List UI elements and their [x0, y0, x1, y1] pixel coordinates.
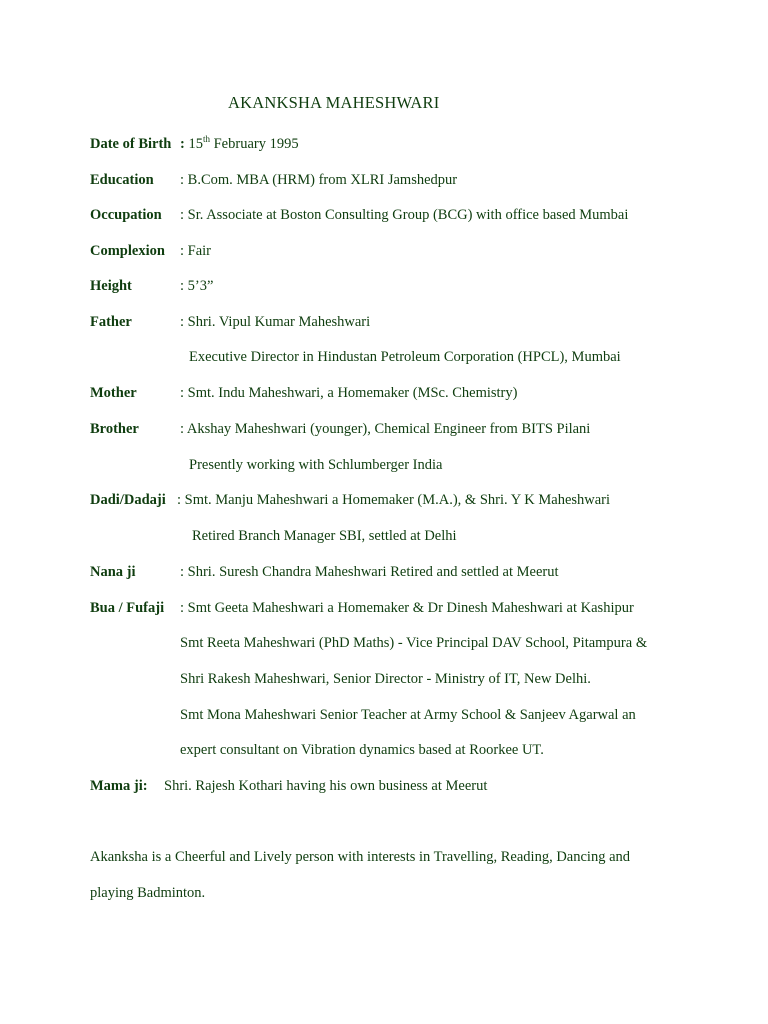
height-value: : 5’3” [180, 278, 214, 294]
nana-label: Nana ji [90, 564, 136, 580]
page-title: AKANKSHA MAHESHWARI [228, 93, 440, 112]
dob-value [180, 135, 299, 153]
dob-day: 15 [188, 136, 203, 152]
dadi-value: : Smt. Manju Maheshwari a Homemaker (M.A.), & Shri. Y K Maheshwari [177, 492, 611, 508]
mama-label: Mama ji: [90, 778, 148, 794]
dadi-label: Dadi/Dadaji [90, 492, 166, 508]
brother-value: : Akshay Maheshwari (younger), Chemical Engineer from BITS Pilani [180, 421, 591, 437]
complexion-label: Complexion [90, 243, 165, 259]
complexion-value: : Fair [180, 243, 212, 259]
summary-line: playing Badminton. [90, 885, 206, 901]
dob-colon: : [180, 136, 185, 152]
mama-value: Shri. Rajesh Kothari having his own business at Meerut [164, 778, 488, 794]
education-value: : B.Com. MBA (HRM) from XLRI Jamshedpur [180, 172, 458, 188]
education-label: Education [90, 172, 154, 188]
occupation-value: : Sr. Associate at Boston Consulting Group (BCG) with office based Mumbai [180, 207, 629, 223]
bua-line: expert consultant on Vibration dynamics based at Roorkee UT. [180, 742, 544, 758]
father-label: Father [90, 314, 132, 330]
father-continuation: Executive Director in Hindustan Petroleum Corporation (HPCL), Mumbai [189, 349, 621, 365]
dob-day-suffix: th [202, 134, 210, 144]
bua-label: Bua / Fufaji [90, 600, 165, 616]
dob-label: Date of Birth [90, 136, 172, 152]
brother-continuation: Presently working with Schlumberger India [189, 457, 443, 473]
summary-line: Akanksha is a Cheerful and Lively person with interests in Travelling, Reading, Dancing and [90, 849, 631, 865]
bua-line: Smt Reeta Maheshwari (PhD Maths) - Vice Principal DAV School, Pitampura & [180, 635, 648, 651]
bua-line: Smt Mona Maheshwari Senior Teacher at Army School & Sanjeev Agarwal an [180, 707, 636, 723]
dob-month-year: February 1995 [213, 136, 299, 152]
father-value: : Shri. Vipul Kumar Maheshwari [180, 314, 371, 330]
nana-value: : Shri. Suresh Chandra Maheshwari Retired and settled at Meerut [180, 564, 559, 580]
bua-value: : Smt Geeta Maheshwari a Homemaker & Dr Dinesh Maheshwari at Kashipur [180, 600, 634, 616]
bua-line: Shri Rakesh Maheshwari, Senior Director - Ministry of IT, New Delhi. [180, 671, 591, 687]
dadi-continuation: Retired Branch Manager SBI, settled at Delhi [192, 528, 457, 544]
occupation-label: Occupation [90, 207, 162, 223]
height-label: Height [90, 278, 132, 294]
brother-label: Brother [90, 421, 139, 437]
mother-label: Mother [90, 385, 137, 401]
mother-value: : Smt. Indu Maheshwari, a Homemaker (MSc. Chemistry) [180, 385, 518, 401]
